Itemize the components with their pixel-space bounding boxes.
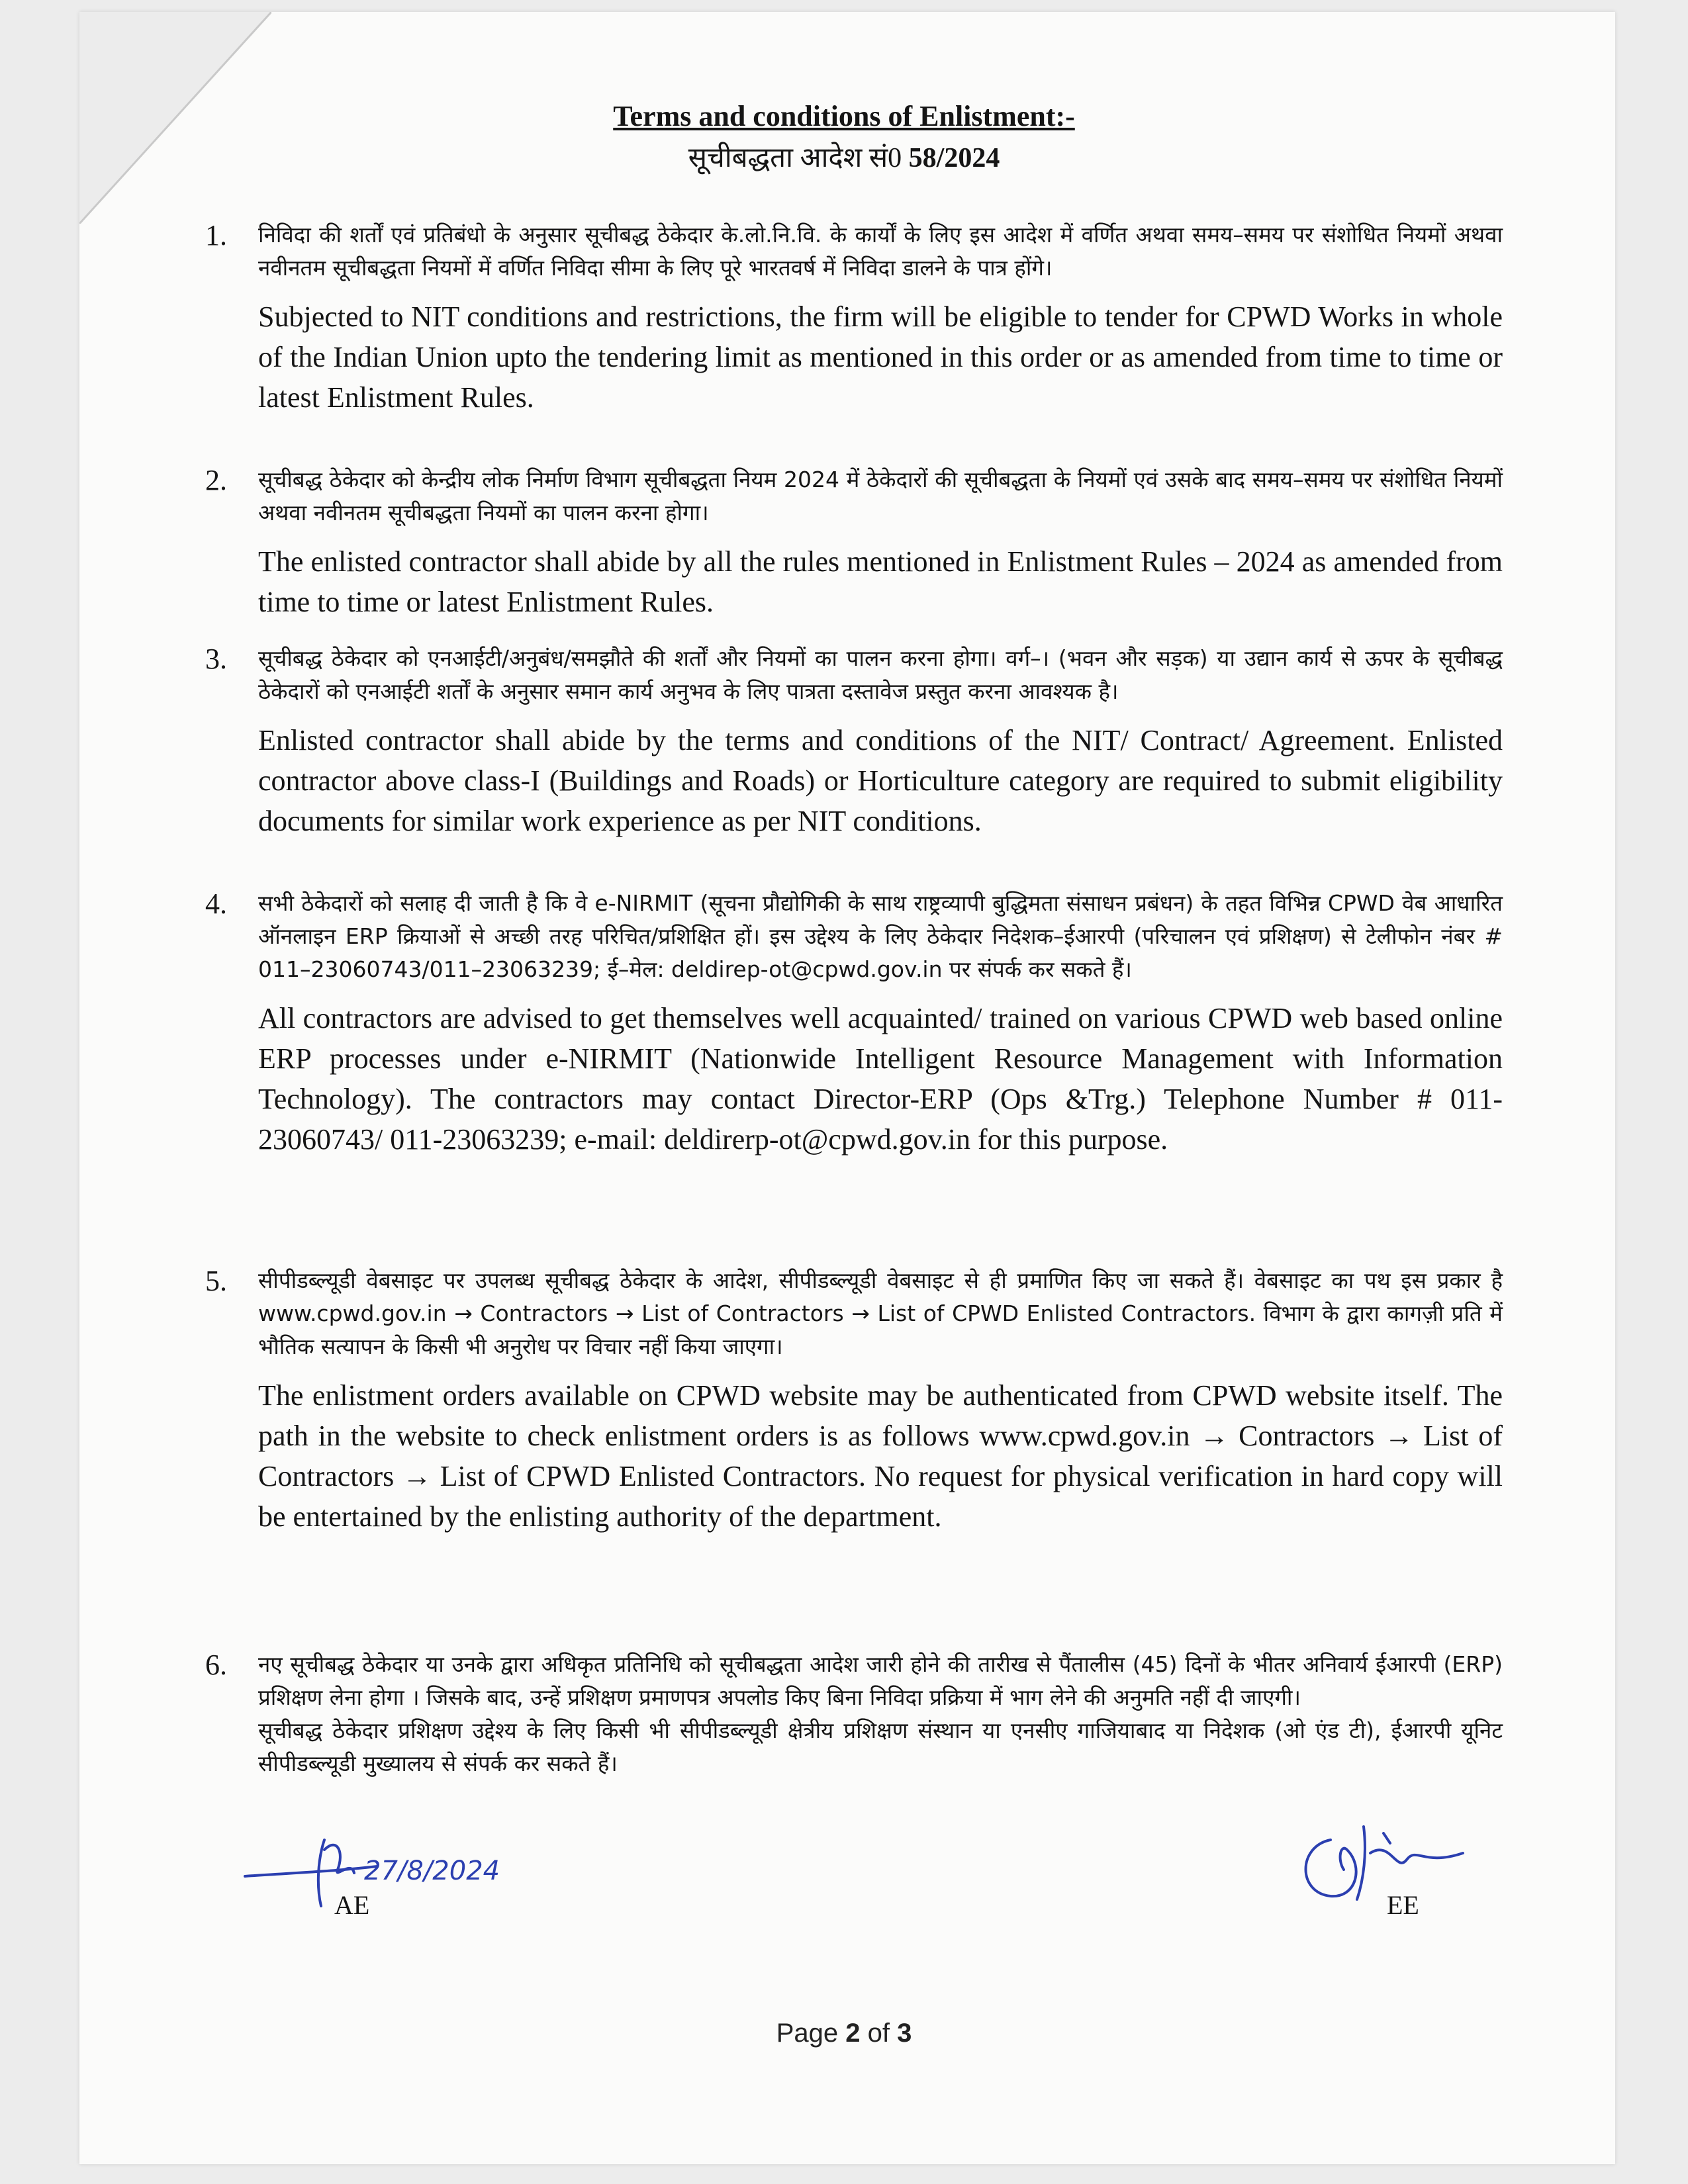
term-text-hindi-continued: सूचीबद्ध ठेकेदार प्रशिक्षण उद्देश्य के लिए किसी भी सीपीडब्ल्यूडी क्षेत्रीय प्रशिक्षण संस्थान या एनसीए गाजियाबाद या निदेशक (ओ एंड टी), ईआरपी यूनिट सीपीडब्ल्यूडी मुख्यालय से संपर्क कर सकते हैं।	[258, 1717, 1503, 1776]
term-text-english: The enlisted contractor shall abide by all the rules mentioned in Enlistment Rules – 2024 as amended from time to time or latest Enlistment Rules.	[258, 545, 1503, 618]
page-indicator	[0, 2019, 1688, 2048]
order-number-line	[0, 138, 1688, 175]
term-text-hindi: सूचीबद्ध ठेकेदार को एनआईटी/अनुबंध/समझौते की शर्तों और नियमों का पालन करना होगा। वर्ग–। (भवन और सड़क) या उद्यान कार्य से ऊपर के सूचीबद्ध ठेकेदारों को एनआईटी शर्तों के अनुसार समान कार्य अनुभव के लिए पात्रता दस्तावेज प्रस्तुत करना आवश्यक है।	[258, 645, 1503, 704]
term-number: 4.	[205, 887, 227, 920]
term-number: 5.	[205, 1265, 227, 1297]
term-text-english: The enlistment orders available on CPWD website may be authenticated from CPWD website itself. The path in the website to check enlistment orders is as follows www.cpwd.gov.in → Contractors → List of Contractors → List of CPWD Enlisted Contractors. No request for physical verification in hard copy will be entertained by the enlisting authority of the department.	[258, 1379, 1503, 1533]
order-number-prefix: सूचीबद्धता आदेश सं0	[688, 143, 909, 173]
term-text-english: Enlisted contractor shall abide by the terms and conditions of the NIT/ Contract/ Agreement. Enlisted contractor above class-I (Buildings and Roads) or Horticulture category are required to submit eligibility documents for similar work experience as per NIT conditions.	[258, 724, 1503, 837]
document-title: Terms and conditions of Enlistment:-	[613, 100, 1075, 132]
page-of: of	[860, 2019, 898, 2048]
term-text-hindi: नए सूचीबद्ध ठेकेदार या उनके द्वारा अधिकृत प्रतिनिधि को सूचीबद्धता आदेश जारी होने की तारीख से पैंतालीस (45) दिनों के भीतर अनिवार्य ईआरपी (ERP) प्रशिक्षण लेना होगा । जिसके बाद, उन्हें प्रशिक्षण प्रमाणपत्र अपलोड किए बिना निविदा प्रक्रिया में भाग लेने की अनुमति नहीं दी जाएगी।	[258, 1651, 1503, 1710]
term-text-hindi: सभी ठेकेदारों को सलाह दी जाती है कि वे e-NIRMIT (सूचना प्रौद्योगिकी के साथ राष्ट्रव्यापी बुद्धिमता संसाधन प्रबंधन) के तहत विभिन्न CPWD वेब आधारित ऑनलाइन ERP क्रियाओं से अच्छी तरह परिचित/प्रशिक्षित हों। इस उद्देश्य के लिए ठेकेदार निदेशक–ईआरपी (परिचालन एवं प्रशिक्षण) से टेलीफोन नंबर # 011–23060743/011–23063239; ई–मेल: deldirep-ot@cpwd.gov.in पर संपर्क कर सकते हैं।	[258, 890, 1503, 982]
term-item-3	[205, 642, 1503, 841]
term-item-5	[205, 1264, 1503, 1537]
ae-label: AE	[334, 1890, 370, 1920]
page-total: 3	[897, 2019, 912, 2048]
term-text-hindi: निविदा की शर्तों एवं प्रतिबंधो के अनुसार सूचीबद्ध ठेकेदार के.लो.नि.वि. के कार्यों के लिए इस आदेश में वर्णित अथवा समय–समय पर संशोधित नियमों अथवा नवीनतम सूचीबद्धता नियमों में वर्णित निविदा सीमा के लिए पूरे भारतवर्ष में निविदा डालने के पात्र होंगे।	[258, 222, 1503, 281]
ae-signature	[238, 1813, 516, 1946]
term-text-hindi: सीपीडब्ल्यूडी वेबसाइट पर उपलब्ध सूचीबद्ध ठेकेदार के आदेश, सीपीडब्ल्यूडी वेबसाइट से ही प्रमाणित किए जा सकते हैं। वेबसाइट का पथ इस प्रकार है www.cpwd.gov.in → Contractors → List of Contractors → List of CPWD Enlisted Contractors. विभाग के द्वारा कागज़ी प्रति में भौतिक सत्यापन के किसी भी अनुरोध पर विचार नहीं किया जाएगा।	[258, 1267, 1503, 1359]
term-item-2	[205, 463, 1503, 622]
term-number: 2.	[205, 464, 227, 496]
term-number: 6.	[205, 1649, 227, 1681]
term-text-hindi: सूचीबद्ध ठेकेदार को केन्द्रीय लोक निर्माण विभाग सूचीबद्धता नियम 2024 में ठेकेदारों की सूचीबद्धता के नियमों एवं उसके बाद समय–समय पर संशोधित नियमों अथवा नवीनतम सूचीबद्धता नियमों का पालन करना होगा।	[258, 467, 1503, 525]
ae-signature-date: 27/8/2024	[364, 1856, 500, 1886]
term-item-4	[205, 887, 1503, 1160]
term-number: 1.	[205, 219, 227, 251]
order-number: 58/2024	[908, 143, 1000, 173]
term-number: 3.	[205, 643, 227, 675]
term-item-6	[205, 1648, 1503, 1780]
term-item-1	[205, 218, 1503, 418]
page-prefix: Page	[776, 2019, 846, 2048]
page-current: 2	[845, 2019, 861, 2048]
term-text-english: All contractors are advised to get themselves well acquainted/ trained on various CPWD web based online ERP processes under e-NIRMIT (Nationwide Intelligent Resource Management with Information Technology). The contractors may contact Director-ERP (Ops &Trg.) Telephone Number # 011- 23060743/ 011-23063239; e-mail: deldirerp-ot@cpwd.gov.in for this purpose.	[258, 1002, 1503, 1156]
term-text-english: Subjected to NIT conditions and restrictions, the firm will be eligible to tender for CPWD Works in whole of the Indian Union upto the tendering limit as mentioned in this order or as amended from time to time or latest Enlistment Rules.	[258, 300, 1503, 414]
ee-label: EE	[1387, 1890, 1419, 1920]
